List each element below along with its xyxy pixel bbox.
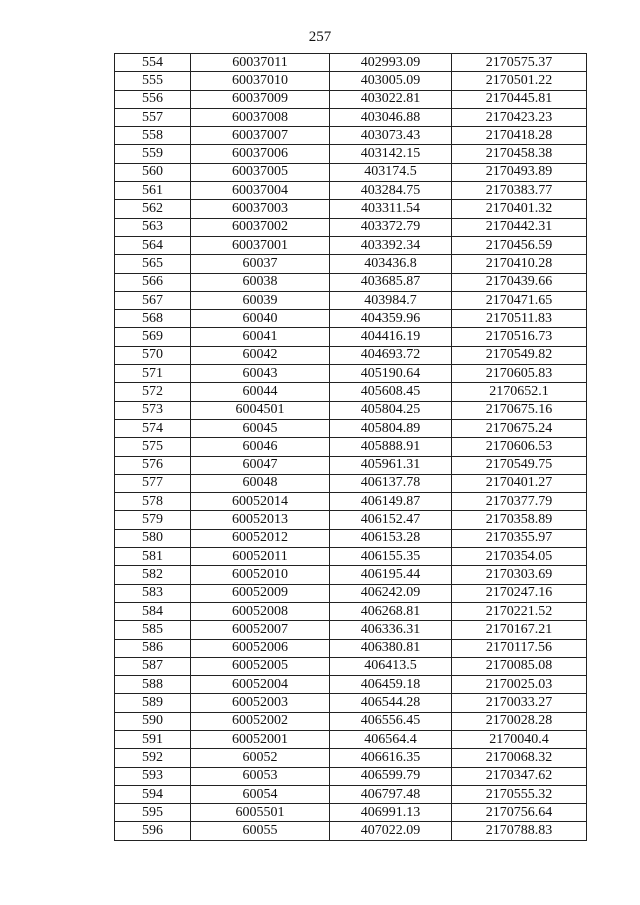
- y-coordinate-cell: 2170117.56: [452, 639, 587, 657]
- x-coordinate-cell: 405804.25: [330, 401, 452, 419]
- point-id-cell: 60046: [191, 438, 330, 456]
- row-index-cell: 559: [115, 145, 191, 163]
- table-row: [115, 328, 587, 346]
- point-id-cell: 60044: [191, 383, 330, 401]
- table-row: [115, 200, 587, 218]
- point-id-cell: 60038: [191, 273, 330, 291]
- point-id-cell: 60037007: [191, 127, 330, 145]
- y-coordinate-cell: 2170575.37: [452, 54, 587, 72]
- point-id-cell: 60052004: [191, 676, 330, 694]
- point-id-cell: 60052002: [191, 712, 330, 730]
- row-index-cell: 578: [115, 493, 191, 511]
- x-coordinate-cell: 406797.48: [330, 785, 452, 803]
- y-coordinate-cell: 2170516.73: [452, 328, 587, 346]
- point-id-cell: 60052013: [191, 511, 330, 529]
- x-coordinate-cell: 406616.35: [330, 749, 452, 767]
- table-row: [115, 602, 587, 620]
- row-index-cell: 587: [115, 657, 191, 675]
- table-row: [115, 438, 587, 456]
- row-index-cell: 586: [115, 639, 191, 657]
- row-index-cell: 585: [115, 621, 191, 639]
- table-row: [115, 383, 587, 401]
- table-row: [115, 511, 587, 529]
- y-coordinate-cell: 2170085.08: [452, 657, 587, 675]
- point-id-cell: 60037009: [191, 90, 330, 108]
- x-coordinate-cell: 406155.35: [330, 548, 452, 566]
- x-coordinate-cell: 406413.5: [330, 657, 452, 675]
- x-coordinate-cell: 406268.81: [330, 602, 452, 620]
- x-coordinate-cell: 405804.89: [330, 419, 452, 437]
- x-coordinate-cell: 406599.79: [330, 767, 452, 785]
- y-coordinate-cell: 2170439.66: [452, 273, 587, 291]
- y-coordinate-cell: 2170511.83: [452, 310, 587, 328]
- point-id-cell: 60052001: [191, 730, 330, 748]
- point-id-cell: 60037008: [191, 108, 330, 126]
- table-row: [115, 145, 587, 163]
- y-coordinate-cell: 2170501.22: [452, 72, 587, 90]
- y-coordinate-cell: 2170167.21: [452, 621, 587, 639]
- y-coordinate-cell: 2170675.16: [452, 401, 587, 419]
- table-row: [115, 291, 587, 309]
- table-row: [115, 236, 587, 254]
- row-index-cell: 596: [115, 822, 191, 840]
- y-coordinate-cell: 2170033.27: [452, 694, 587, 712]
- y-coordinate-cell: 2170456.59: [452, 236, 587, 254]
- point-id-cell: 6005501: [191, 804, 330, 822]
- table-row: [115, 657, 587, 675]
- row-index-cell: 583: [115, 584, 191, 602]
- coordinates-table-body: [115, 54, 587, 841]
- x-coordinate-cell: 406153.28: [330, 529, 452, 547]
- table-row: [115, 163, 587, 181]
- table-row: [115, 548, 587, 566]
- table-row: [115, 694, 587, 712]
- y-coordinate-cell: 2170756.64: [452, 804, 587, 822]
- y-coordinate-cell: 2170675.24: [452, 419, 587, 437]
- point-id-cell: 60037011: [191, 54, 330, 72]
- point-id-cell: 60054: [191, 785, 330, 803]
- x-coordinate-cell: 404416.19: [330, 328, 452, 346]
- point-id-cell: 60045: [191, 419, 330, 437]
- page-number: 257: [308, 29, 332, 45]
- row-index-cell: 564: [115, 236, 191, 254]
- row-index-cell: 589: [115, 694, 191, 712]
- row-index-cell: 556: [115, 90, 191, 108]
- table-row: [115, 218, 587, 236]
- row-index-cell: 574: [115, 419, 191, 437]
- table-row: [115, 346, 587, 364]
- table-row: [115, 822, 587, 840]
- x-coordinate-cell: 405888.91: [330, 438, 452, 456]
- row-index-cell: 573: [115, 401, 191, 419]
- row-index-cell: 588: [115, 676, 191, 694]
- table-row: [115, 401, 587, 419]
- row-index-cell: 593: [115, 767, 191, 785]
- y-coordinate-cell: 2170555.32: [452, 785, 587, 803]
- point-id-cell: 60052005: [191, 657, 330, 675]
- point-id-cell: 60052009: [191, 584, 330, 602]
- row-index-cell: 571: [115, 365, 191, 383]
- y-coordinate-cell: 2170605.83: [452, 365, 587, 383]
- point-id-cell: 60037: [191, 255, 330, 273]
- y-coordinate-cell: 2170549.82: [452, 346, 587, 364]
- table-row: [115, 54, 587, 72]
- table-row: [115, 584, 587, 602]
- x-coordinate-cell: 403046.88: [330, 108, 452, 126]
- y-coordinate-cell: 2170355.97: [452, 529, 587, 547]
- table-row: [115, 767, 587, 785]
- table-row: [115, 108, 587, 126]
- point-id-cell: 60052014: [191, 493, 330, 511]
- point-id-cell: 60052006: [191, 639, 330, 657]
- row-index-cell: 590: [115, 712, 191, 730]
- table-row: [115, 785, 587, 803]
- table-row: [115, 676, 587, 694]
- x-coordinate-cell: 406564.4: [330, 730, 452, 748]
- y-coordinate-cell: 2170606.53: [452, 438, 587, 456]
- x-coordinate-cell: 406149.87: [330, 493, 452, 511]
- table-row: [115, 493, 587, 511]
- x-coordinate-cell: 406544.28: [330, 694, 452, 712]
- point-id-cell: 60048: [191, 474, 330, 492]
- x-coordinate-cell: 406137.78: [330, 474, 452, 492]
- y-coordinate-cell: 2170788.83: [452, 822, 587, 840]
- y-coordinate-cell: 2170040.4: [452, 730, 587, 748]
- row-index-cell: 555: [115, 72, 191, 90]
- x-coordinate-cell: 406556.45: [330, 712, 452, 730]
- point-id-cell: 60055: [191, 822, 330, 840]
- y-coordinate-cell: 2170445.81: [452, 90, 587, 108]
- row-index-cell: 579: [115, 511, 191, 529]
- y-coordinate-cell: 2170354.05: [452, 548, 587, 566]
- row-index-cell: 560: [115, 163, 191, 181]
- y-coordinate-cell: 2170549.75: [452, 456, 587, 474]
- table-row: [115, 730, 587, 748]
- x-coordinate-cell: 406242.09: [330, 584, 452, 602]
- y-coordinate-cell: 2170377.79: [452, 493, 587, 511]
- table-row: [115, 566, 587, 584]
- x-coordinate-cell: 405190.64: [330, 365, 452, 383]
- row-index-cell: 561: [115, 182, 191, 200]
- row-index-cell: 577: [115, 474, 191, 492]
- y-coordinate-cell: 2170028.28: [452, 712, 587, 730]
- table-row: [115, 474, 587, 492]
- y-coordinate-cell: 2170068.32: [452, 749, 587, 767]
- point-id-cell: 60052003: [191, 694, 330, 712]
- x-coordinate-cell: 406459.18: [330, 676, 452, 694]
- x-coordinate-cell: 403073.43: [330, 127, 452, 145]
- point-id-cell: 60052007: [191, 621, 330, 639]
- point-id-cell: 60052: [191, 749, 330, 767]
- row-index-cell: 576: [115, 456, 191, 474]
- table-row: [115, 712, 587, 730]
- row-index-cell: 572: [115, 383, 191, 401]
- y-coordinate-cell: 2170383.77: [452, 182, 587, 200]
- y-coordinate-cell: 2170471.65: [452, 291, 587, 309]
- y-coordinate-cell: 2170493.89: [452, 163, 587, 181]
- table-row: [115, 127, 587, 145]
- y-coordinate-cell: 2170221.52: [452, 602, 587, 620]
- table-row: [115, 804, 587, 822]
- x-coordinate-cell: 405961.31: [330, 456, 452, 474]
- table-row: [115, 456, 587, 474]
- point-id-cell: 60037001: [191, 236, 330, 254]
- x-coordinate-cell: 403174.5: [330, 163, 452, 181]
- row-index-cell: 575: [115, 438, 191, 456]
- point-id-cell: 60043: [191, 365, 330, 383]
- table-row: [115, 255, 587, 273]
- table-row: [115, 621, 587, 639]
- table-row: [115, 365, 587, 383]
- point-id-cell: 60052008: [191, 602, 330, 620]
- row-index-cell: 568: [115, 310, 191, 328]
- y-coordinate-cell: 2170401.27: [452, 474, 587, 492]
- table-row: [115, 90, 587, 108]
- x-coordinate-cell: 403372.79: [330, 218, 452, 236]
- x-coordinate-cell: 406991.13: [330, 804, 452, 822]
- row-index-cell: 570: [115, 346, 191, 364]
- point-id-cell: 60037010: [191, 72, 330, 90]
- x-coordinate-cell: 403284.75: [330, 182, 452, 200]
- y-coordinate-cell: 2170442.31: [452, 218, 587, 236]
- row-index-cell: 558: [115, 127, 191, 145]
- x-coordinate-cell: 403142.15: [330, 145, 452, 163]
- x-coordinate-cell: 403392.34: [330, 236, 452, 254]
- point-id-cell: 6004501: [191, 401, 330, 419]
- row-index-cell: 557: [115, 108, 191, 126]
- y-coordinate-cell: 2170358.89: [452, 511, 587, 529]
- y-coordinate-cell: 2170410.28: [452, 255, 587, 273]
- row-index-cell: 567: [115, 291, 191, 309]
- x-coordinate-cell: 403436.8: [330, 255, 452, 273]
- y-coordinate-cell: 2170458.38: [452, 145, 587, 163]
- row-index-cell: 584: [115, 602, 191, 620]
- y-coordinate-cell: 2170418.28: [452, 127, 587, 145]
- row-index-cell: 554: [115, 54, 191, 72]
- x-coordinate-cell: 406195.44: [330, 566, 452, 584]
- x-coordinate-cell: 404359.96: [330, 310, 452, 328]
- x-coordinate-cell: 403685.87: [330, 273, 452, 291]
- point-id-cell: 60037006: [191, 145, 330, 163]
- point-id-cell: 60039: [191, 291, 330, 309]
- row-index-cell: 591: [115, 730, 191, 748]
- point-id-cell: 60047: [191, 456, 330, 474]
- row-index-cell: 581: [115, 548, 191, 566]
- table-row: [115, 273, 587, 291]
- row-index-cell: 563: [115, 218, 191, 236]
- table-row: [115, 72, 587, 90]
- point-id-cell: 60040: [191, 310, 330, 328]
- x-coordinate-cell: 403984.7: [330, 291, 452, 309]
- point-id-cell: 60052010: [191, 566, 330, 584]
- y-coordinate-cell: 2170347.62: [452, 767, 587, 785]
- x-coordinate-cell: 406152.47: [330, 511, 452, 529]
- row-index-cell: 580: [115, 529, 191, 547]
- x-coordinate-cell: 403022.81: [330, 90, 452, 108]
- y-coordinate-cell: 2170025.03: [452, 676, 587, 694]
- x-coordinate-cell: 404693.72: [330, 346, 452, 364]
- point-id-cell: 60037005: [191, 163, 330, 181]
- x-coordinate-cell: 406380.81: [330, 639, 452, 657]
- point-id-cell: 60037003: [191, 200, 330, 218]
- point-id-cell: 60052011: [191, 548, 330, 566]
- row-index-cell: 582: [115, 566, 191, 584]
- table-row: [115, 529, 587, 547]
- table-row: [115, 182, 587, 200]
- y-coordinate-cell: 2170652.1: [452, 383, 587, 401]
- point-id-cell: 60037004: [191, 182, 330, 200]
- table-row: [115, 749, 587, 767]
- y-coordinate-cell: 2170401.32: [452, 200, 587, 218]
- table-row: [115, 310, 587, 328]
- x-coordinate-cell: 405608.45: [330, 383, 452, 401]
- y-coordinate-cell: 2170423.23: [452, 108, 587, 126]
- row-index-cell: 565: [115, 255, 191, 273]
- point-id-cell: 60037002: [191, 218, 330, 236]
- table-row: [115, 639, 587, 657]
- row-index-cell: 569: [115, 328, 191, 346]
- coordinates-table: [114, 53, 587, 841]
- y-coordinate-cell: 2170303.69: [452, 566, 587, 584]
- table-row: [115, 419, 587, 437]
- point-id-cell: 60042: [191, 346, 330, 364]
- x-coordinate-cell: 407022.09: [330, 822, 452, 840]
- x-coordinate-cell: 402993.09: [330, 54, 452, 72]
- y-coordinate-cell: 2170247.16: [452, 584, 587, 602]
- row-index-cell: 562: [115, 200, 191, 218]
- x-coordinate-cell: 406336.31: [330, 621, 452, 639]
- row-index-cell: 592: [115, 749, 191, 767]
- row-index-cell: 595: [115, 804, 191, 822]
- x-coordinate-cell: 403311.54: [330, 200, 452, 218]
- x-coordinate-cell: 403005.09: [330, 72, 452, 90]
- point-id-cell: 60053: [191, 767, 330, 785]
- row-index-cell: 594: [115, 785, 191, 803]
- point-id-cell: 60041: [191, 328, 330, 346]
- row-index-cell: 566: [115, 273, 191, 291]
- point-id-cell: 60052012: [191, 529, 330, 547]
